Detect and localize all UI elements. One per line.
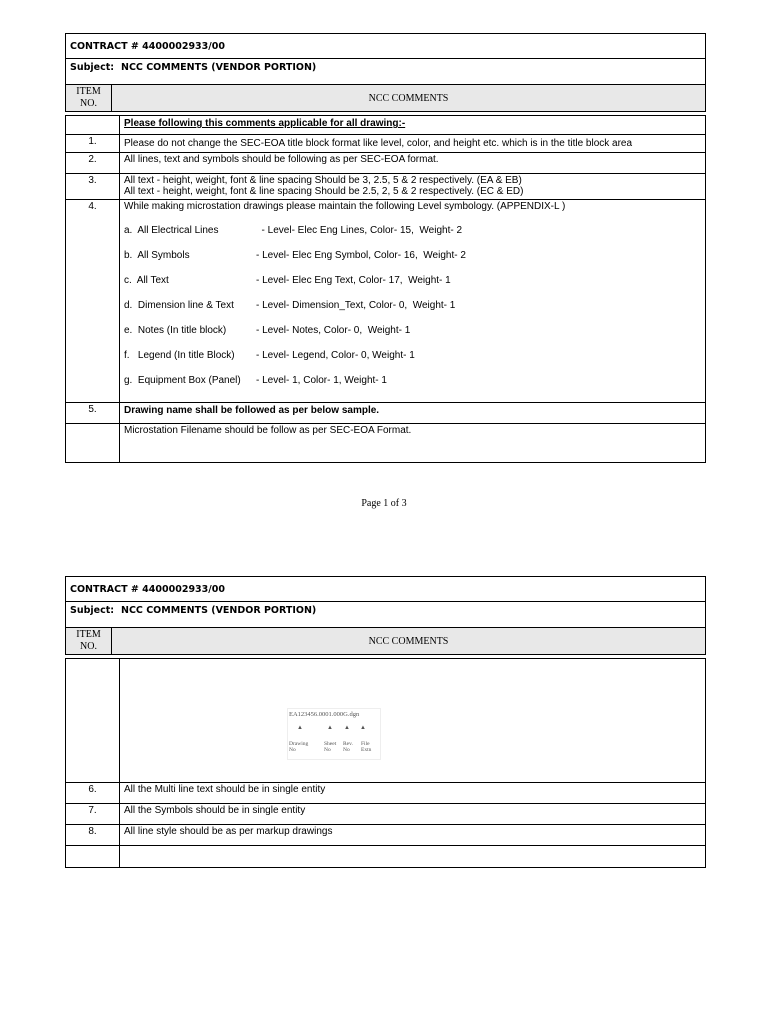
symbology-value: - Level- 1, Color- 1, Weight- 1 bbox=[256, 375, 387, 386]
symbology-value: - Level- Dimension_Text, Color- 0, Weight- 1 bbox=[256, 300, 456, 311]
symbology-value: - Level- Legend, Color- 0, Weight- 1 bbox=[256, 350, 415, 361]
sample-cell bbox=[120, 659, 705, 782]
symbology-value: - Level- Notes, Color- 0, Weight- 1 bbox=[256, 325, 411, 336]
col-item-line2: NO. bbox=[80, 98, 97, 109]
col-ncc-comments: NCC COMMENTS bbox=[368, 635, 449, 647]
comments-table-page1 bbox=[65, 115, 706, 463]
comment-text: All the Symbols should be in single entity bbox=[124, 805, 306, 816]
comment-text bbox=[120, 846, 705, 867]
col-item-no bbox=[66, 85, 112, 111]
comment-text: All line style should be as per markup drawings bbox=[124, 826, 333, 837]
table-row bbox=[66, 174, 705, 200]
arrow-up-icon: ▲ bbox=[344, 725, 350, 731]
sample-filename: EA123456.0001.000G.dgn bbox=[289, 711, 360, 718]
arrow-up-icon: ▲ bbox=[297, 725, 303, 731]
arrow-up-icon: ▲ bbox=[360, 725, 366, 731]
comment-text bbox=[120, 174, 705, 199]
symbology-item bbox=[124, 325, 705, 337]
table-row bbox=[66, 846, 705, 867]
subject-label: Subject: bbox=[70, 62, 115, 73]
item-number: 8. bbox=[66, 825, 120, 845]
item-number: 6. bbox=[66, 783, 120, 803]
symbology-label: e. Notes (In title block) bbox=[124, 325, 227, 336]
comment-text: All lines, text and symbols should be following as per SEC-EOA format. bbox=[124, 154, 439, 165]
page2-header bbox=[65, 576, 706, 628]
page-number: Page 1 of 3 bbox=[361, 498, 407, 509]
symbology-label: g. Equipment Box (Panel) bbox=[124, 375, 241, 386]
comments-table-page2 bbox=[65, 658, 706, 868]
symbology-value: - Level- Elec Eng Symbol, Color- 16, Weight- 2 bbox=[256, 250, 466, 261]
filename-sample-image bbox=[287, 708, 381, 760]
symbology-item bbox=[124, 300, 705, 312]
item-number: 5. bbox=[66, 403, 120, 423]
symbology-label: a. All Electrical Lines bbox=[124, 225, 219, 236]
intro-text: Please following this comments applicable for all drawing:- bbox=[124, 118, 406, 129]
table-row bbox=[66, 424, 705, 462]
comment-line: All text - height, weight, font & line spacing Should be 2.5, 2, 5 & 2 respectively. (EC & ED) bbox=[124, 186, 524, 197]
table-row bbox=[66, 804, 705, 825]
subject-row bbox=[66, 59, 705, 84]
item-number: 2. bbox=[66, 153, 120, 173]
subject-value: NCC COMMENTS (VENDOR PORTION) bbox=[121, 62, 317, 73]
caption-line: Drawing bbox=[289, 741, 309, 747]
table-row bbox=[66, 659, 705, 783]
caption-line: Rev. bbox=[343, 741, 353, 747]
col-item-line1: ITEM bbox=[76, 629, 101, 640]
col-item-line2: NO. bbox=[80, 641, 97, 652]
sample-caption bbox=[324, 741, 336, 753]
comment-text bbox=[120, 200, 705, 402]
symbology-item bbox=[124, 350, 705, 362]
item-number: 1. bbox=[66, 135, 120, 152]
item-number: 3. bbox=[66, 174, 120, 199]
subject-label: Subject: bbox=[70, 605, 115, 616]
table-row bbox=[66, 200, 705, 403]
col-ncc-comments: NCC COMMENTS bbox=[368, 92, 449, 104]
item-number bbox=[66, 116, 120, 134]
subject-value: NCC COMMENTS (VENDOR PORTION) bbox=[121, 605, 317, 616]
sample-caption bbox=[343, 741, 353, 753]
table-row bbox=[66, 153, 705, 174]
symbology-item bbox=[124, 375, 705, 387]
contract-number: CONTRACT # 4400002933/00 bbox=[66, 34, 705, 59]
arrow-up-icon: ▲ bbox=[327, 725, 333, 731]
col-item-line1: ITEM bbox=[76, 86, 101, 97]
symbology-value: - Level- Elec Eng Lines, Color- 15, Weight- 2 bbox=[256, 225, 463, 236]
comment-text: Microstation Filename should be follow as per SEC-EOA Format. bbox=[124, 425, 412, 436]
contract-number: CONTRACT # 4400002933/00 bbox=[66, 577, 705, 602]
caption-line: No bbox=[289, 747, 296, 753]
item-number bbox=[66, 424, 120, 462]
symbology-label: d. Dimension line & Text bbox=[124, 300, 234, 311]
table-row bbox=[66, 825, 705, 846]
table-row bbox=[66, 403, 705, 424]
symbology-value: - Level- Elec Eng Text, Color- 17, Weight- 1 bbox=[256, 275, 451, 286]
symbology-item bbox=[124, 225, 705, 237]
caption-line: No bbox=[343, 747, 350, 753]
page1-header bbox=[65, 33, 706, 85]
comment-line: All text - height, weight, font & line spacing Should be 3, 2.5, 5 & 2 respectively. (EA & EB) bbox=[124, 175, 522, 186]
table-row bbox=[66, 783, 705, 804]
comment-text: Drawing name shall be followed as per below sample. bbox=[124, 405, 380, 416]
table-row bbox=[66, 116, 705, 135]
table-row bbox=[66, 135, 705, 153]
item-number bbox=[66, 659, 120, 782]
item-number: 4. bbox=[66, 200, 120, 402]
caption-line: Sheet bbox=[324, 741, 337, 747]
symbology-label: c. All Text bbox=[124, 275, 169, 286]
item-number: 7. bbox=[66, 804, 120, 824]
sample-caption bbox=[289, 741, 308, 753]
symbology-label: b. All Symbols bbox=[124, 250, 190, 261]
comment-text: All the Multi line text should be in single entity bbox=[124, 784, 326, 795]
column-header bbox=[65, 627, 706, 655]
caption-line: Extn bbox=[361, 747, 372, 753]
caption-line: File bbox=[361, 741, 370, 747]
column-header bbox=[65, 84, 706, 112]
caption-line: No bbox=[324, 747, 331, 753]
comment-line: While making microstation drawings please maintain the following Level symbology. (APPENDIX-L ) bbox=[124, 201, 566, 212]
col-item-no bbox=[66, 628, 112, 654]
symbology-item bbox=[124, 275, 705, 287]
symbology-item bbox=[124, 250, 705, 262]
symbology-label: f. Legend (In title Block) bbox=[124, 350, 235, 361]
item-number bbox=[66, 846, 120, 867]
subject-row bbox=[66, 602, 705, 627]
comment-text: Please do not change the SEC-EOA title block format like level, color, and height etc. which is in the title block area bbox=[124, 138, 633, 149]
sample-caption bbox=[361, 741, 371, 753]
